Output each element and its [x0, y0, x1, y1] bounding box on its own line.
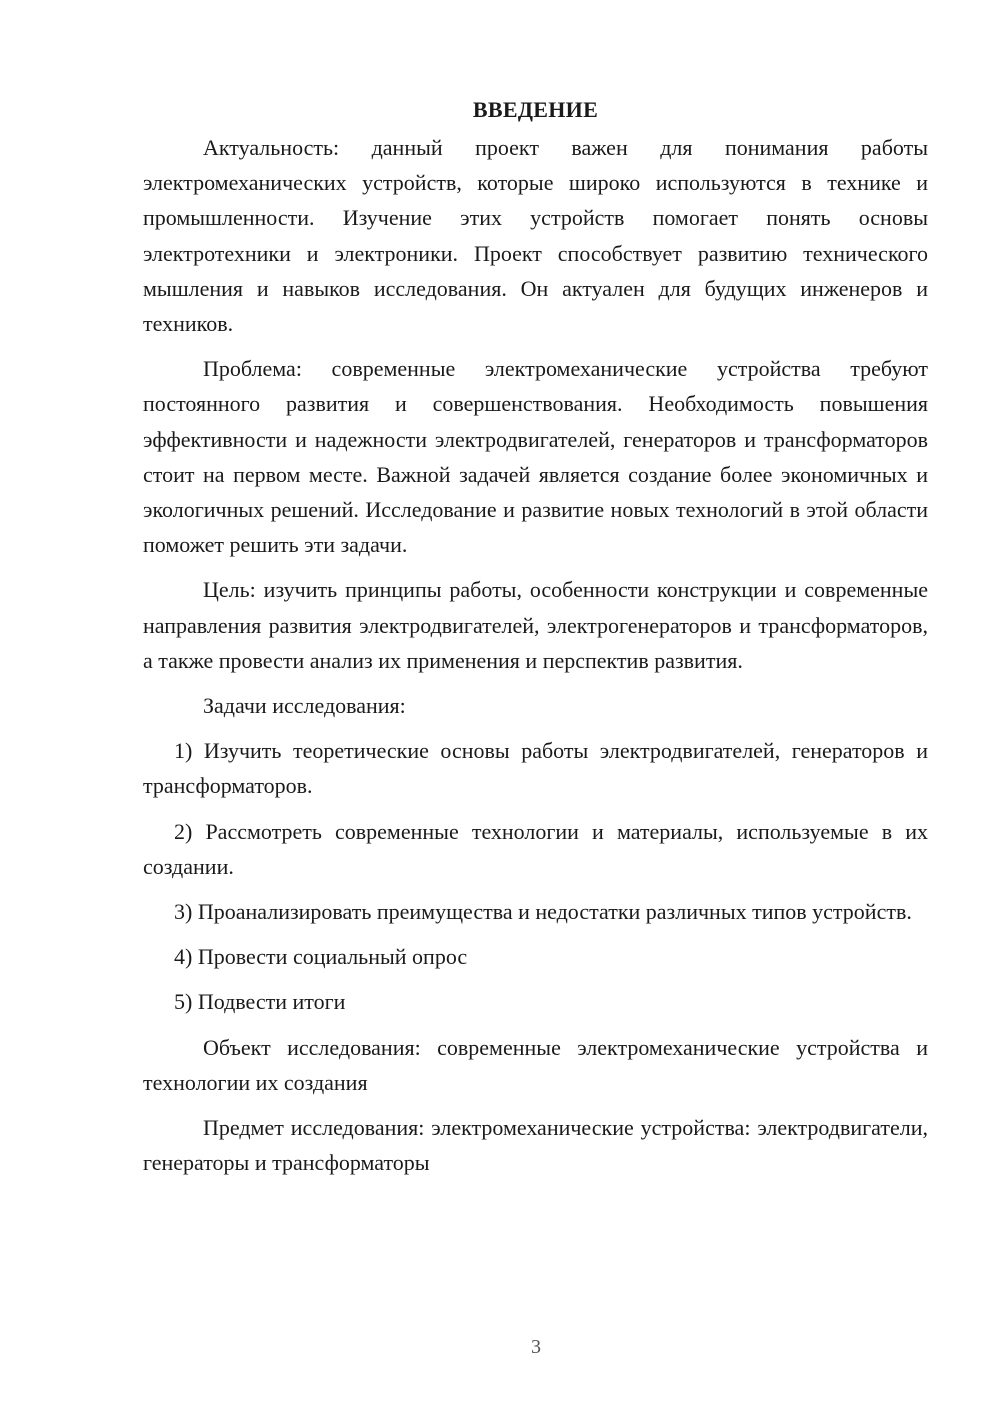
paragraph-relevance: Актуальность: данный проект важен для понимания работы электромеханических устройств, которые широко используются в технике и промышленности. Изучение этих устройств помогает понять основы электротехники и электроники. Проект способствует развитию технического мышления и навыков исследования. Он актуален для будущих инженеров и техников. — [143, 135, 928, 337]
task-item-3: 3) Проанализировать преимущества и недостатки различных типов устройств. — [174, 899, 912, 925]
document-page — [143, 92, 928, 1190]
task-item-4: 4) Провести социальный опрос — [174, 944, 468, 970]
section-title: ВВЕДЕНИЕ — [472, 97, 599, 122]
page-number: 3 — [531, 1336, 541, 1358]
paragraph-object: Объект исследования: современные электромеханические устройства и технологии их создания — [143, 1034, 928, 1095]
task-item-1: 1) Изучить теоретические основы работы электродвигателей, генераторов и трансформаторов. — [143, 738, 928, 799]
paragraph-goal: Цель: изучить принципы работы, особенности конструкции и современные направления развития электродвигателей, электрогенераторов и трансформаторов, а также провести анализ их применения и перспектив развития. — [143, 577, 928, 673]
task-item-5: 5) Подвести итоги — [174, 989, 346, 1015]
paragraph-problem: Проблема: современные электромеханические устройства требуют постоянного развития и совершенствования. Необходимость повышения эффективности и надежности электродвигателей, генераторов и трансформаторов стоит на первом месте. Важной задачей является создание более экономичных и экологичных решений. Исследование и развитие новых технологий в этой области поможет решить эти задачи. — [143, 356, 928, 558]
paragraph-subject: Предмет исследования: электромеханические устройства: электродвигатели, генераторы и трансформаторы — [143, 1115, 928, 1176]
paragraph-tasks-heading: Задачи исследования: — [203, 693, 406, 719]
task-item-2: 2) Рассмотреть современные технологии и материалы, используемые в их создании. — [143, 818, 928, 879]
